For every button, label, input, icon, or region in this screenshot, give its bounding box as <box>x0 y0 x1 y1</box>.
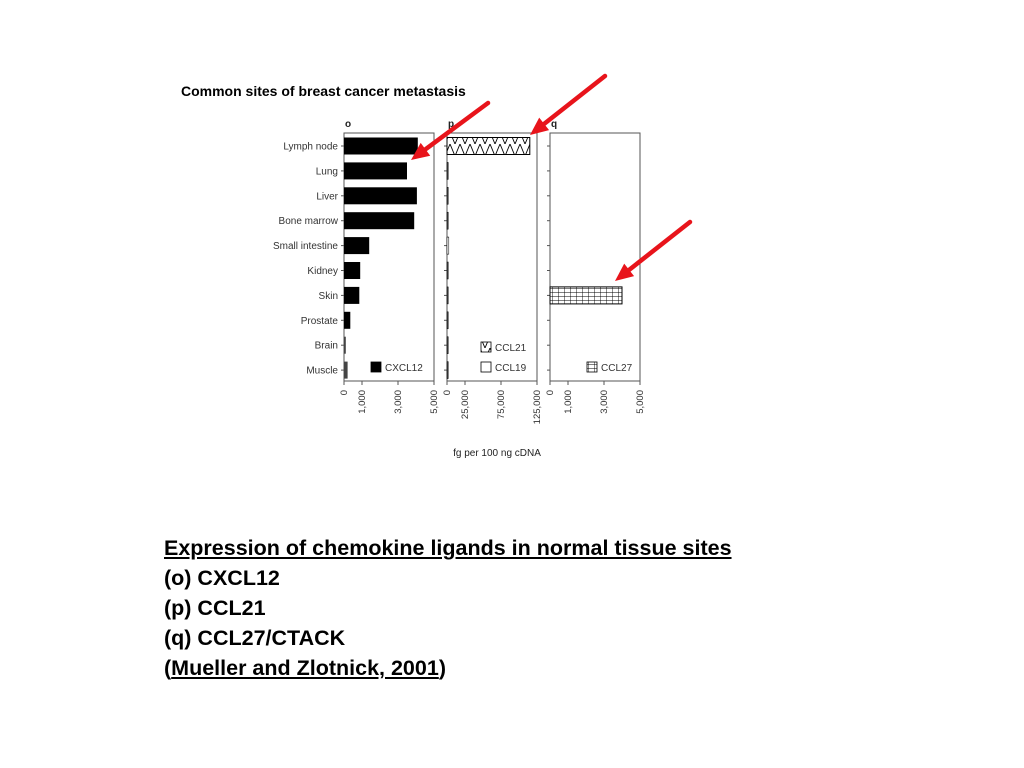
bar-o-cxcl12 <box>344 312 350 329</box>
category-label: Kidney <box>307 266 338 277</box>
citation-open-paren: ( <box>164 656 172 680</box>
bar-p-ccl21 <box>447 138 530 155</box>
bar-p-ccl21 <box>447 312 448 329</box>
x-tick-label: 0 <box>545 390 556 396</box>
bar-p-ccl21 <box>447 187 448 204</box>
bar-p-ccl21 <box>447 212 448 229</box>
panel-q-frame <box>550 133 640 381</box>
x-tick-label: 0 <box>442 390 453 396</box>
x-tick-label: 125,000 <box>532 390 543 425</box>
x-tick-label: 5,000 <box>429 390 440 414</box>
category-label: Lung <box>315 166 338 178</box>
bar-o-cxcl12 <box>344 187 417 204</box>
category-label: Bone marrow <box>278 216 338 228</box>
category-label: Small intestine <box>272 241 338 253</box>
x-tick-label: 75,000 <box>496 390 507 420</box>
bar-p-ccl21 <box>447 337 448 354</box>
legend-label-ccl19: CCL19 <box>495 363 527 374</box>
caption-heading: Expression of chemokine ligands in normal tissue sites <box>164 536 732 560</box>
bar-p-ccl21 <box>447 362 448 379</box>
x-tick-label: 1,000 <box>357 390 368 414</box>
citation-link[interactable]: Mueller and Zlotnick, 2001 <box>171 656 439 680</box>
legend-swatch-ccl27 <box>587 362 597 372</box>
category-label: Brain <box>314 340 338 352</box>
legend-swatch-cxcl12 <box>371 362 381 372</box>
panel-q-letter: q <box>551 119 558 130</box>
bar-o-cxcl12 <box>344 287 359 304</box>
category-label: Muscle <box>306 365 338 377</box>
shared-x-axis-label: fg per 100 ng cDNA <box>453 448 541 459</box>
panel-o-letter: o <box>345 119 352 130</box>
caption-citation-line <box>164 653 732 683</box>
x-tick-label: 3,000 <box>393 390 404 414</box>
category-label: Prostate <box>300 315 338 327</box>
caption-item-o: (o) CXCL12 <box>164 566 280 590</box>
x-tick-label: 1,000 <box>563 390 574 414</box>
panel-p-letter: p <box>448 119 455 130</box>
legend-label-ccl21: CCL21 <box>495 343 527 354</box>
figure-top-label: Common sites of breast cancer metastasis <box>181 83 466 99</box>
bar-q-ccl27 <box>550 287 622 304</box>
bar-o-cxcl12 <box>344 162 407 179</box>
bar-p-ccl19 <box>447 237 449 254</box>
legend-label-cxcl12: CXCL12 <box>385 363 423 374</box>
x-tick-label: 25,000 <box>460 390 471 420</box>
bar-o-cxcl12 <box>344 138 418 155</box>
bar-o-cxcl12 <box>344 337 346 354</box>
caption-item-p: (p) CCL21 <box>164 596 266 620</box>
bar-o-cxcl12 <box>344 262 360 279</box>
red-arrow-ccl27 <box>615 222 690 281</box>
bar-p-ccl21 <box>447 162 448 179</box>
citation-close-paren: ) <box>438 656 446 680</box>
legend-swatch-ccl19 <box>481 362 491 372</box>
category-label: Lymph node <box>283 141 338 153</box>
x-tick-label: 3,000 <box>599 390 610 414</box>
category-label: Skin <box>318 290 338 302</box>
legend-label-ccl27: CCL27 <box>601 363 633 374</box>
caption-item-q: (q) CCL27/CTACK <box>164 626 346 650</box>
red-arrow-ccl21 <box>530 76 605 135</box>
bar-o-cxcl12 <box>344 237 369 254</box>
bar-o-cxcl12 <box>344 212 414 229</box>
category-label: Liver <box>316 191 338 203</box>
legend-swatch-ccl21 <box>481 342 491 352</box>
bar-p-ccl21 <box>447 262 448 279</box>
x-tick-label: 0 <box>339 390 350 396</box>
bar-o-cxcl12 <box>344 362 348 379</box>
bar-p-ccl21 <box>447 287 448 304</box>
x-tick-label: 5,000 <box>635 390 646 414</box>
slide-caption <box>164 533 732 683</box>
